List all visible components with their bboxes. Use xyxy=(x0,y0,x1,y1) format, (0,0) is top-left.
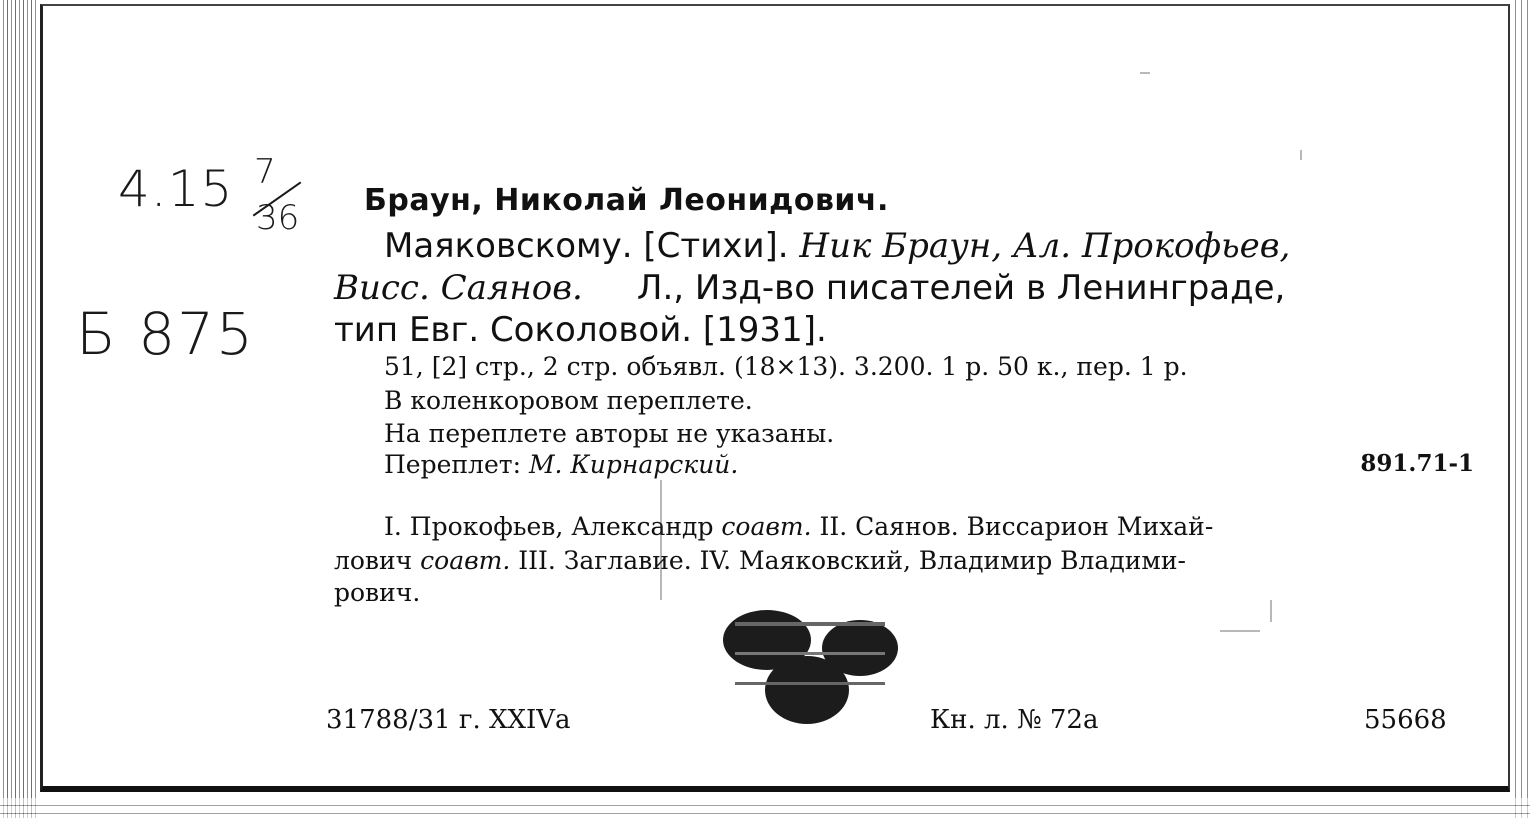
binder-name: М. Кирнарский. xyxy=(528,450,739,479)
tracing-role: соавт. xyxy=(420,546,511,575)
title-line-3: тип Евг. Соколовой. [1931]. xyxy=(334,310,827,350)
tracing-line-1 xyxy=(384,512,1213,541)
card-order-number: 31788/31 г. XXIVа xyxy=(326,705,571,735)
library-stamp xyxy=(715,602,900,732)
tracing-line-2 xyxy=(334,546,1186,575)
handwritten-fraction xyxy=(248,154,318,244)
binding-note: В коленкоровом переплете. xyxy=(384,386,753,415)
binder-label: Переплет: xyxy=(384,450,529,479)
scan-speck xyxy=(1270,600,1272,622)
tracing-text: III. Заглавие. IV. Маяковский, Владимир Владими- xyxy=(510,546,1186,575)
handwritten-book-mark: Б 875 xyxy=(76,300,255,368)
fraction-denominator: 36 xyxy=(256,198,300,238)
scan-speck xyxy=(1140,72,1150,74)
tracing-text: лович xyxy=(334,546,421,575)
scan-edge-left xyxy=(0,0,36,818)
tracing-text: II. Саянов. Виссарион Михай- xyxy=(811,512,1214,541)
author-heading: Браун, Николай Леонидович. xyxy=(364,183,889,218)
classification-number: 891.71-1 xyxy=(1360,450,1474,477)
scan-speck xyxy=(660,480,662,600)
authors-note: На переплете авторы не указаны. xyxy=(384,419,835,448)
tracing-line-3: рович. xyxy=(334,578,421,607)
collation-note: 51, [2] стр., 2 стр. объявл. (18×13). 3.200. 1 р. 50 к., пер. 1 р. xyxy=(384,352,1188,381)
title-authors-cont: Висс. Саянов. xyxy=(334,268,583,308)
title-line-2 xyxy=(334,268,1285,308)
title-authors: Ник Браун, Ал. Прокофьев, xyxy=(799,226,1291,266)
title-text: Маяковскому. [Стихи]. xyxy=(384,226,800,266)
tracing-role: соавт. xyxy=(721,512,812,541)
fraction-numerator: 7 xyxy=(254,152,276,192)
book-chamber-number: Кн. л. № 72а xyxy=(930,705,1099,735)
publisher: Л., Изд-во писателей в Ленинграде, xyxy=(636,268,1286,308)
tracing-text: I. Прокофьев, Александр xyxy=(384,512,722,541)
handwritten-call-number: 4.15 xyxy=(118,160,234,218)
scan-speck xyxy=(1220,630,1260,632)
scan-speck xyxy=(1300,150,1302,160)
card-serial-number: 55668 xyxy=(1364,705,1447,735)
scan-edge-bottom xyxy=(0,798,1530,818)
title-line-1 xyxy=(384,226,1290,266)
binder-note xyxy=(384,450,738,479)
scan-edge-right xyxy=(1512,0,1530,818)
